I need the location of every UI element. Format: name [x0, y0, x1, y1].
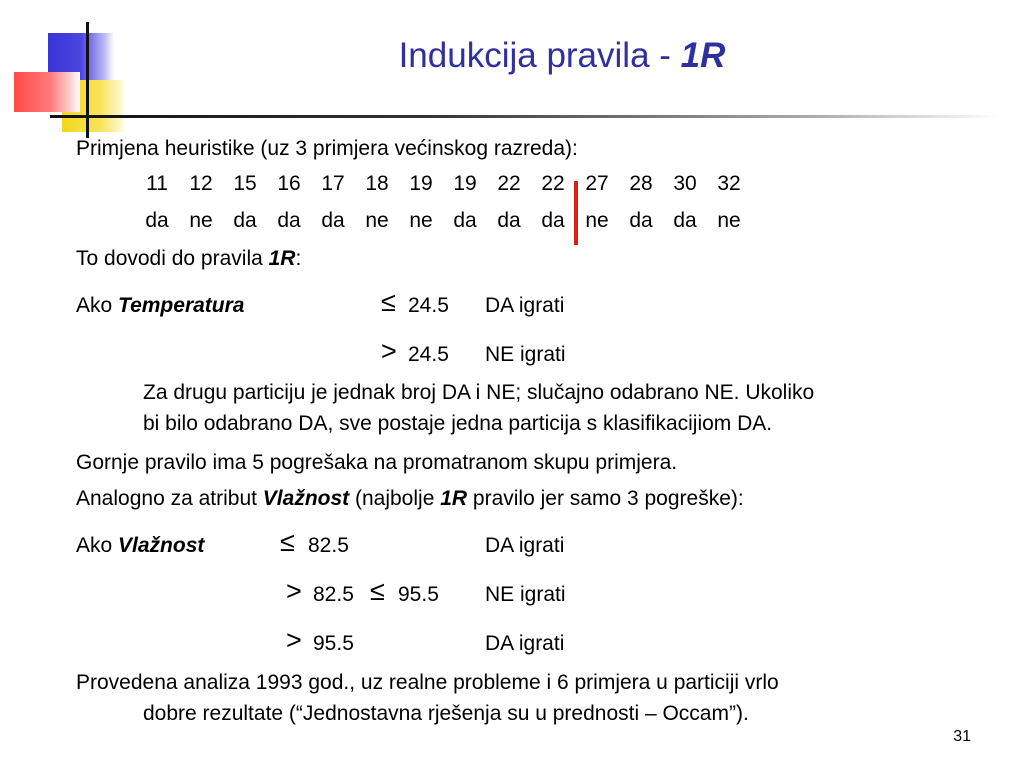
rule2-value-2a: 82.5	[313, 583, 354, 606]
label-cell: ne	[189, 209, 213, 232]
temp-cell: 22	[497, 172, 521, 195]
label-cell: da	[453, 209, 477, 232]
temp-cell: 17	[321, 172, 345, 195]
label-cell: da	[541, 209, 565, 232]
gt-symbol-icon: >	[286, 576, 302, 606]
title-underline	[50, 115, 1000, 118]
rule2-value-2b: 95.5	[398, 583, 439, 606]
temp-cell: 16	[277, 172, 301, 195]
temp-cell: 28	[629, 172, 653, 195]
temp-cell: 15	[233, 172, 257, 195]
label-cell: da	[497, 209, 521, 232]
gt-symbol-icon: >	[381, 336, 397, 366]
rule1-result-1: DA igrati	[485, 294, 565, 317]
conclusion-line-1: Provedena analiza 1993 god., uz realne probleme i 6 primjera u particiji vrlo	[76, 671, 779, 694]
analog-line: Analogno za atribut Vlažnost (najbolje 1R pravilo jer samo 3 pogreške):	[76, 487, 744, 510]
conclusion-line-2: dobre rezultate (“Jednostavna rješenja su u prednosti – Occam”).	[143, 702, 749, 725]
label-cell: da	[321, 209, 345, 232]
rule2-result-3: DA igrati	[485, 632, 565, 655]
temp-cell: 11	[146, 172, 168, 195]
partition-note-line-1: Za drugu particiju je jednak broj DA i NE; slučajno odabrano NE. Ukoliko	[143, 381, 815, 404]
errors-line: Gornje pravilo ima 5 pogrešaka na promatranom skupu primjera.	[76, 451, 678, 474]
logo-vertical-line	[86, 22, 89, 138]
intro-line: Primjena heuristike (uz 3 primjera većinskog razreda):	[76, 137, 578, 160]
temp-cell: 30	[673, 172, 697, 195]
label-cell: da	[277, 209, 301, 232]
le-symbol-icon: ≤	[280, 527, 295, 557]
label-cell: ne	[409, 209, 433, 232]
partition-note-line-2: bi bilo odabrano DA, sve postaje jedna particija s klasifikacijiom DA.	[143, 412, 773, 435]
label-cell: ne	[585, 209, 609, 232]
temp-cell: 19	[409, 172, 433, 195]
leads-to-line: To dovodi do pravila 1R:	[76, 247, 302, 270]
temp-cell: 19	[453, 172, 477, 195]
label-cell: ne	[365, 209, 389, 232]
slide-title-em: 1R	[680, 36, 726, 75]
logo-red-square	[14, 72, 80, 112]
label-cell: ne	[717, 209, 741, 232]
rule2-result-2: NE igrati	[485, 583, 566, 606]
label-cell: da	[233, 209, 257, 232]
rule1-condition: Ako Temperatura	[76, 294, 245, 317]
rule2-condition: Ako Vlažnost	[76, 534, 205, 557]
le-symbol-icon: ≤	[381, 287, 396, 317]
temp-cell: 12	[189, 172, 213, 195]
rule2-value-1: 82.5	[308, 534, 349, 557]
label-row	[0, 209, 1024, 237]
label-cell: da	[673, 209, 697, 232]
gt-symbol-icon: >	[286, 625, 302, 655]
rule2-result-1: DA igrati	[485, 534, 565, 557]
le-symbol-icon: ≤	[370, 576, 385, 606]
label-cell: da	[629, 209, 653, 232]
rule1-value-2: 24.5	[408, 343, 449, 366]
rule2-value-3: 95.5	[313, 632, 354, 655]
label-cell: da	[145, 209, 169, 232]
split-marker	[574, 181, 578, 245]
temperature-row	[0, 172, 1024, 200]
rule1-result-2: NE igrati	[485, 343, 566, 366]
page-number: 31	[953, 728, 971, 745]
temp-cell: 22	[541, 172, 565, 195]
temp-cell: 18	[365, 172, 389, 195]
rule1-value-1: 24.5	[408, 294, 449, 317]
temp-cell: 27	[585, 172, 609, 195]
slide-title: Indukcija pravila - 1R	[398, 36, 726, 75]
temp-cell: 32	[717, 172, 741, 195]
